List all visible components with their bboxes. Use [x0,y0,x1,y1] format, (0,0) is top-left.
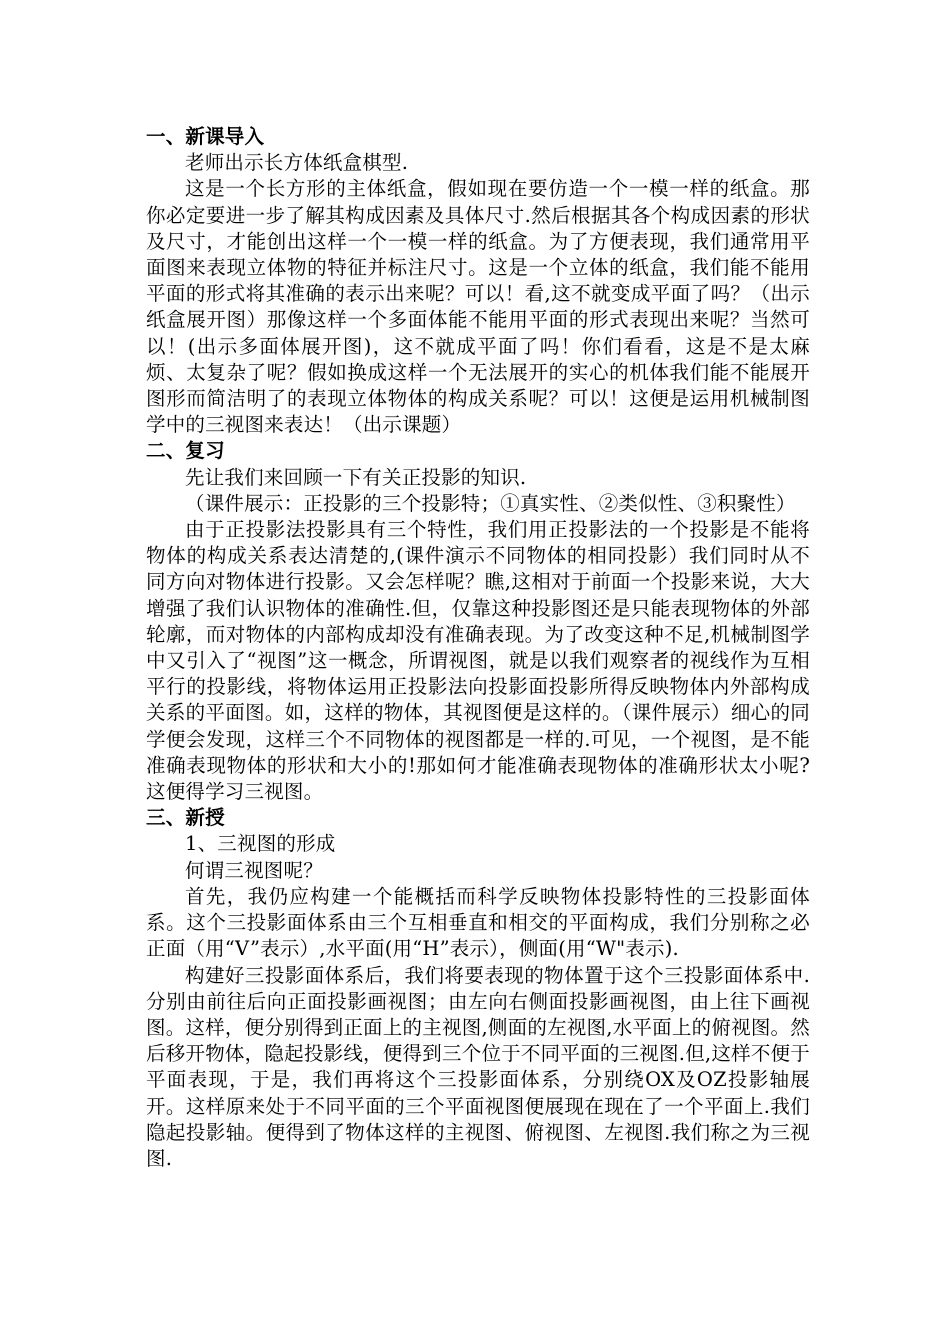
section-heading-review: 二、复习 [146,439,225,463]
paragraph: 老师出示长方体纸盒棋型. [185,151,409,175]
paragraph: （课件展示：正投影的三个投影特；①真实性、②类似性、③积聚性） [185,491,796,515]
document-page [146,124,810,1172]
paragraph: 这是一个长方形的主体纸盒，假如现在要仿造一个一模一样的纸盒。那你必定要进一步了解其构成因素及具体尺寸.然后根据其各个构成因素的形状及尺寸，才能创出这样一个一模一样的纸盒。为了方便表现，我们通常用平面图来表现立体物的特征并标注尺寸。这是一个立体的纸盒，我们能不能用平面的形式将其准确的表示出来呢？可以！看,这不就变成平面了吗？（出示纸盒展开图）那像这样一个多面体能不能用平面的形式表现出来呢？当然可以！(出示多面体展开图)，这不就成平面了吗！你们看看，这是不是太麻烦、太复杂了呢？假如换成这样一个无法展开的实心的机体我们能不能展开图形而简洁明了的表现立体物体的构成关系呢？可以！这便是运用机械制图学中的三视图来表达！（出示课题） [146,177,810,437]
paragraph: 先让我们来回顾一下有关正投影的知识. [185,465,527,489]
paragraph: 首先，我仍应构建一个能概括而科学反映物体投影特性的三投影面体系。这个三投影面体系由三个互相垂直和相交的平面构成，我们分别称之必正面（用“V”表示）,水平面(用“H”表示），侧面(用“W"表示). [146,884,810,961]
section-heading-new-lesson: 三、新授 [146,806,225,830]
paragraph: 由于正投影法投影具有三个特性，我们用正投影法的一个投影是不能将物体的构成关系表达清楚的,(课件演示不同物体的相同投影）我们同时从不同方向对物体进行投影。又会怎样呢？瞧,这相对于前面一个投影来说，大大增强了我们认识物体的准确性.但，仅靠这种投影图还是只能表现物体的外部轮廓，而对物体的内部构成却没有准确表现。为了改变这种不足,机械制图学中又引入了“视图”这一概念，所谓视图，就是以我们观察者的视线作为互相平行的投影线，将物体运用正投影法向投影面投影所得反映物体内外部构成关系的平面图。如，这样的物体，其视图便是这样的。（课件展示）细心的同学便会发现，这样三个不同物体的视图都是一样的.可见，一个视图，是不能准确表现物体的形状和大小的!那如何才能准确表现物体的准确形状太小呢?这便得学习三视图。 [146,518,810,804]
section-heading-intro: 一、新课导入 [146,125,265,148]
paragraph: 何谓三视图呢？ [185,858,323,882]
paragraph: 构建好三投影面体系后，我们将要表现的物体置于这个三投影面体系中.分别由前往后向正面投影画视图；由左向右侧面投影画视图，由上往下画视图。这样，便分别得到正面上的主视图,侧面的左视图,水平面上的俯视图。然后移开物体，隐起投影线，便得到三个位于不同平面的三视图.但,这样不便于平面表现，于是，我们再将这个三投影面体系，分别绕OX及OZ投影轴展开。这样原来处于不同平面的三个平面视图便展现在现在了一个平面上.我们隐起投影轴。便得到了物体这样的主视图、俯视图、左视图.我们称之为三视图. [146,963,810,1170]
subsection-title: 1、三视图的形成 [185,832,336,856]
